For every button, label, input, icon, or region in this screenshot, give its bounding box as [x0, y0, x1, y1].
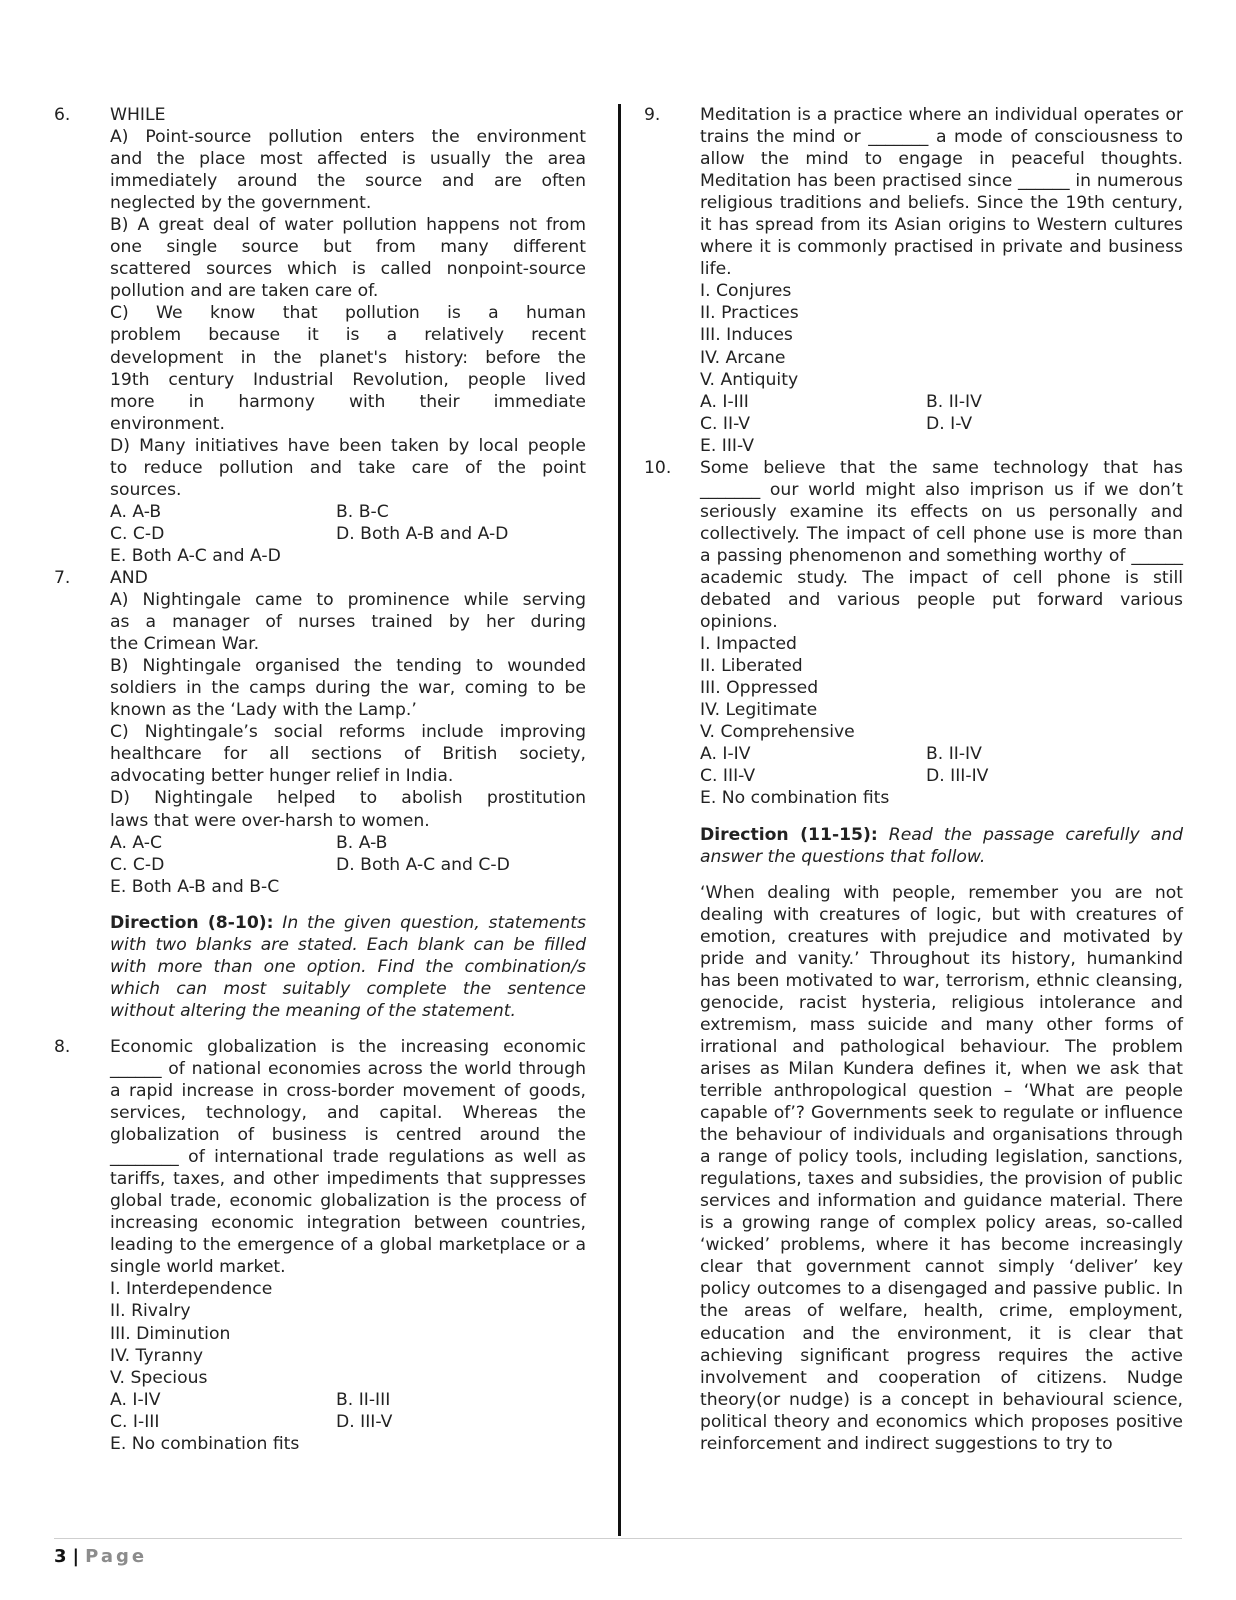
statement-line: the Crimean War. [110, 634, 260, 655]
choice-item: II. Practices [700, 303, 799, 324]
answer-options [110, 832, 586, 876]
choice-item: IV. Tyranny [110, 1345, 204, 1366]
question-number: 8. [54, 1036, 71, 1057]
choice-item: III. Induces [700, 325, 793, 346]
choice-item: I. Interdependence [110, 1279, 273, 1300]
option-c[interactable]: C. C-D [110, 523, 165, 544]
option-c[interactable]: C. C-D [110, 854, 165, 875]
statement-line: sources. [110, 479, 182, 500]
right-column [644, 104, 1183, 1455]
page-number: 3 [54, 1546, 67, 1567]
statement-line: scattered sources which is called nonpoint-source [110, 259, 586, 280]
statement-line: 19th century Industrial Revolution, people lived [110, 369, 586, 390]
question-6 [54, 104, 586, 567]
statement-line: laws that were over-harsh to women. [110, 810, 430, 831]
option-c[interactable]: C. II-V [700, 413, 751, 434]
choice-item: IV. Arcane [700, 347, 786, 368]
statement-line: one single source but from many different [110, 237, 586, 258]
statement-line: D) Many initiatives have been taken by local people [110, 435, 586, 456]
statement-line: pollution and are taken care of. [110, 281, 379, 302]
statement-line: known as the ‘Lady with the Lamp.’ [110, 700, 417, 721]
passage [644, 882, 1183, 1455]
footer-rule [54, 1538, 1182, 1539]
option-b[interactable]: B. B-C [336, 501, 389, 522]
choice-item: I. Conjures [700, 281, 792, 302]
choice-item: I. Impacted [700, 634, 797, 655]
column-divider [618, 104, 621, 1536]
option-e[interactable]: E. Both A-B and B-C [110, 876, 280, 897]
statement-line: B) Nightingale organised the tending to wounded [110, 656, 586, 677]
question-number: 10. [644, 457, 672, 478]
option-b[interactable]: B. A-B [336, 832, 388, 853]
direction-text: Read the passage carefully and answer the questions that follow. [700, 824, 1184, 867]
statement-line: soldiers in the camps during the war, coming to be [110, 678, 586, 699]
direction-8-10 [54, 912, 586, 1022]
statement-line: immediately around the source and are often [110, 171, 586, 192]
question-9 [644, 104, 1183, 457]
statement-line: problem because it is a relatively recent [110, 325, 586, 346]
option-a[interactable]: A. A-C [110, 832, 162, 853]
option-a[interactable]: A. I-IV [110, 1389, 161, 1410]
statement-line: D) Nightingale helped to abolish prostitution [110, 788, 586, 809]
statement-line: development in the planet's history: before the [110, 347, 586, 368]
option-b[interactable]: B. II-III [336, 1389, 391, 1410]
statement-line: as a manager of nurses trained by her during [110, 612, 586, 633]
statement-line: A) Point-source pollution enters the environment [110, 127, 586, 148]
direction-11-15 [644, 824, 1183, 868]
question-7 [54, 567, 586, 898]
question-number: 7. [54, 567, 71, 588]
choice-item: III. Oppressed [700, 678, 819, 699]
option-c[interactable]: C. I-III [110, 1411, 160, 1432]
answer-options [110, 1389, 586, 1433]
passage-text: ‘When dealing with people, remember you are not dealing with creatures of logic, but with creatures of emotion, creatures with prejudice and motivated by pride and vanity.’ Throughout its history, humankind has been motivated to war, terrorism, ethnic cleansing, genocide, racist hysteria, religious intolerance and extremism, mass suicide and many other forms of irrational and pathological behaviour. The problem arises as Milan Kundera defines it, when we ask that terrible anthropological question – ‘What are people capable of’? Governments seek to regulate or influence the behaviour of individuals and organisations through a range of policy tools, including legislation, sanctions, regulations, taxes and subsidies, the provision of public services and information and guidance material. There is a growing range of complex policy areas, so-called ‘wicked’ problems, where it has become increasingly clear that government cannot simply ‘deliver’ key policy outcomes to a disengaged and passive public. In the areas of welfare, health, crime, employment, education and the environment, it is clear that achieving significant progress requires the active involvement and cooperation of citizens. Nudge theory(or nudge) is a concept in behavioural science, political theory and economics which proposes positive reinforcement and indirect suggestions to try to [700, 882, 1183, 1454]
option-c[interactable]: C. III-V [700, 766, 756, 787]
answer-options [110, 501, 586, 545]
choice-item: V. Antiquity [700, 369, 799, 390]
choice-item: IV. Legitimate [700, 700, 818, 721]
option-d[interactable]: D. Both A-B and A-D [336, 523, 509, 544]
statement-line: to reduce pollution and take care of the point [110, 457, 586, 478]
option-d[interactable]: D. I-V [926, 413, 973, 434]
option-e[interactable]: E. No combination fits [110, 1433, 300, 1454]
question-number: 6. [54, 105, 71, 125]
option-e[interactable]: E. Both A-C and A-D [110, 545, 281, 566]
choice-item: V. Specious [110, 1367, 208, 1388]
choice-item: II. Rivalry [110, 1301, 191, 1322]
question-text: Some believe that the same technology that has _______ our world might also imprison us if we don’t seriously examine its effects on us personally and collectively. The impact of cell phone use is more than a passing phenomenon and something worthy of ______ academic study. The impact of cell phone is still debated and various people put forward various opinions. [700, 457, 1183, 633]
statement-line: A) Nightingale came to prominence while serving [110, 590, 586, 611]
option-d[interactable]: D. Both A-C and C-D [336, 854, 510, 875]
direction-label: Direction (11-15): [700, 824, 878, 845]
choice-item: II. Liberated [700, 656, 803, 677]
question-connector: AND [110, 567, 148, 588]
page-label: Page [85, 1546, 148, 1567]
answer-options [700, 743, 1183, 787]
direction-label: Direction (8-10): [110, 912, 274, 933]
statement-line: C) Nightingale’s social reforms include improving [110, 722, 586, 743]
option-e[interactable]: E. III-V [700, 435, 754, 456]
statement-line: B) A great deal of water pollution happens not from [110, 215, 586, 236]
option-d[interactable]: D. III-IV [926, 766, 989, 787]
choice-item: V. Comprehensive [700, 722, 855, 743]
direction-text: In the given question, statements with two blanks are stated. Each blank can be filled with more than one option. Find the combination/s which can most suitably complete the sentence without altering the meaning of the statement. [110, 912, 586, 1021]
question-text: Economic globalization is the increasing economic ______ of national economies across the world through a rapid increase in cross-border movement of goods, services, technology, and capital. Whereas the globalization of business is centred around the ________ of international trade regulations as well as tariffs, taxes, and other impediments that suppresses global trade, economic globalization is the process of increasing economic integration between countries, leading to the emergence of a global marketplace or a single world market. [110, 1036, 586, 1278]
statement-line: environment. [110, 413, 225, 434]
statement-line: and the place most affected is usually the area [110, 149, 586, 170]
question-8 [54, 1036, 586, 1455]
statement-line: C) We know that pollution is a human [110, 303, 586, 324]
option-b[interactable]: B. II-IV [926, 391, 982, 412]
choice-item: III. Diminution [110, 1323, 231, 1344]
option-e[interactable]: E. No combination fits [700, 788, 890, 809]
left-column [54, 104, 586, 1455]
answer-options [700, 391, 1183, 435]
statement-line: advocating better hunger relief in India. [110, 766, 454, 787]
question-text: Meditation is a practice where an individual operates or trains the mind or _______ a mode of consciousness to allow the mind to engage in peaceful thoughts. Meditation has been practised since ______ in numerous religious traditions and beliefs. Since the 19th century, it has spread from its Asian origins to Western cultures where it is commonly practised in private and business life. [700, 105, 1183, 280]
question-number: 9. [644, 105, 661, 125]
option-a[interactable]: A. I-IV [700, 744, 751, 765]
statement-line: healthcare for all sections of British society, [110, 744, 586, 765]
statement-line: neglected by the government. [110, 193, 372, 214]
option-b[interactable]: B. II-IV [926, 744, 982, 765]
option-a[interactable]: A. I-III [700, 391, 749, 412]
question-10 [644, 457, 1183, 810]
option-a[interactable]: A. A-B [110, 501, 162, 522]
statement-line: more in harmony with their immediate [110, 391, 586, 412]
page-separator: | [72, 1546, 80, 1567]
question-connector: WHILE [110, 105, 166, 125]
option-d[interactable]: D. III-V [336, 1411, 393, 1432]
page-footer [54, 1546, 147, 1567]
